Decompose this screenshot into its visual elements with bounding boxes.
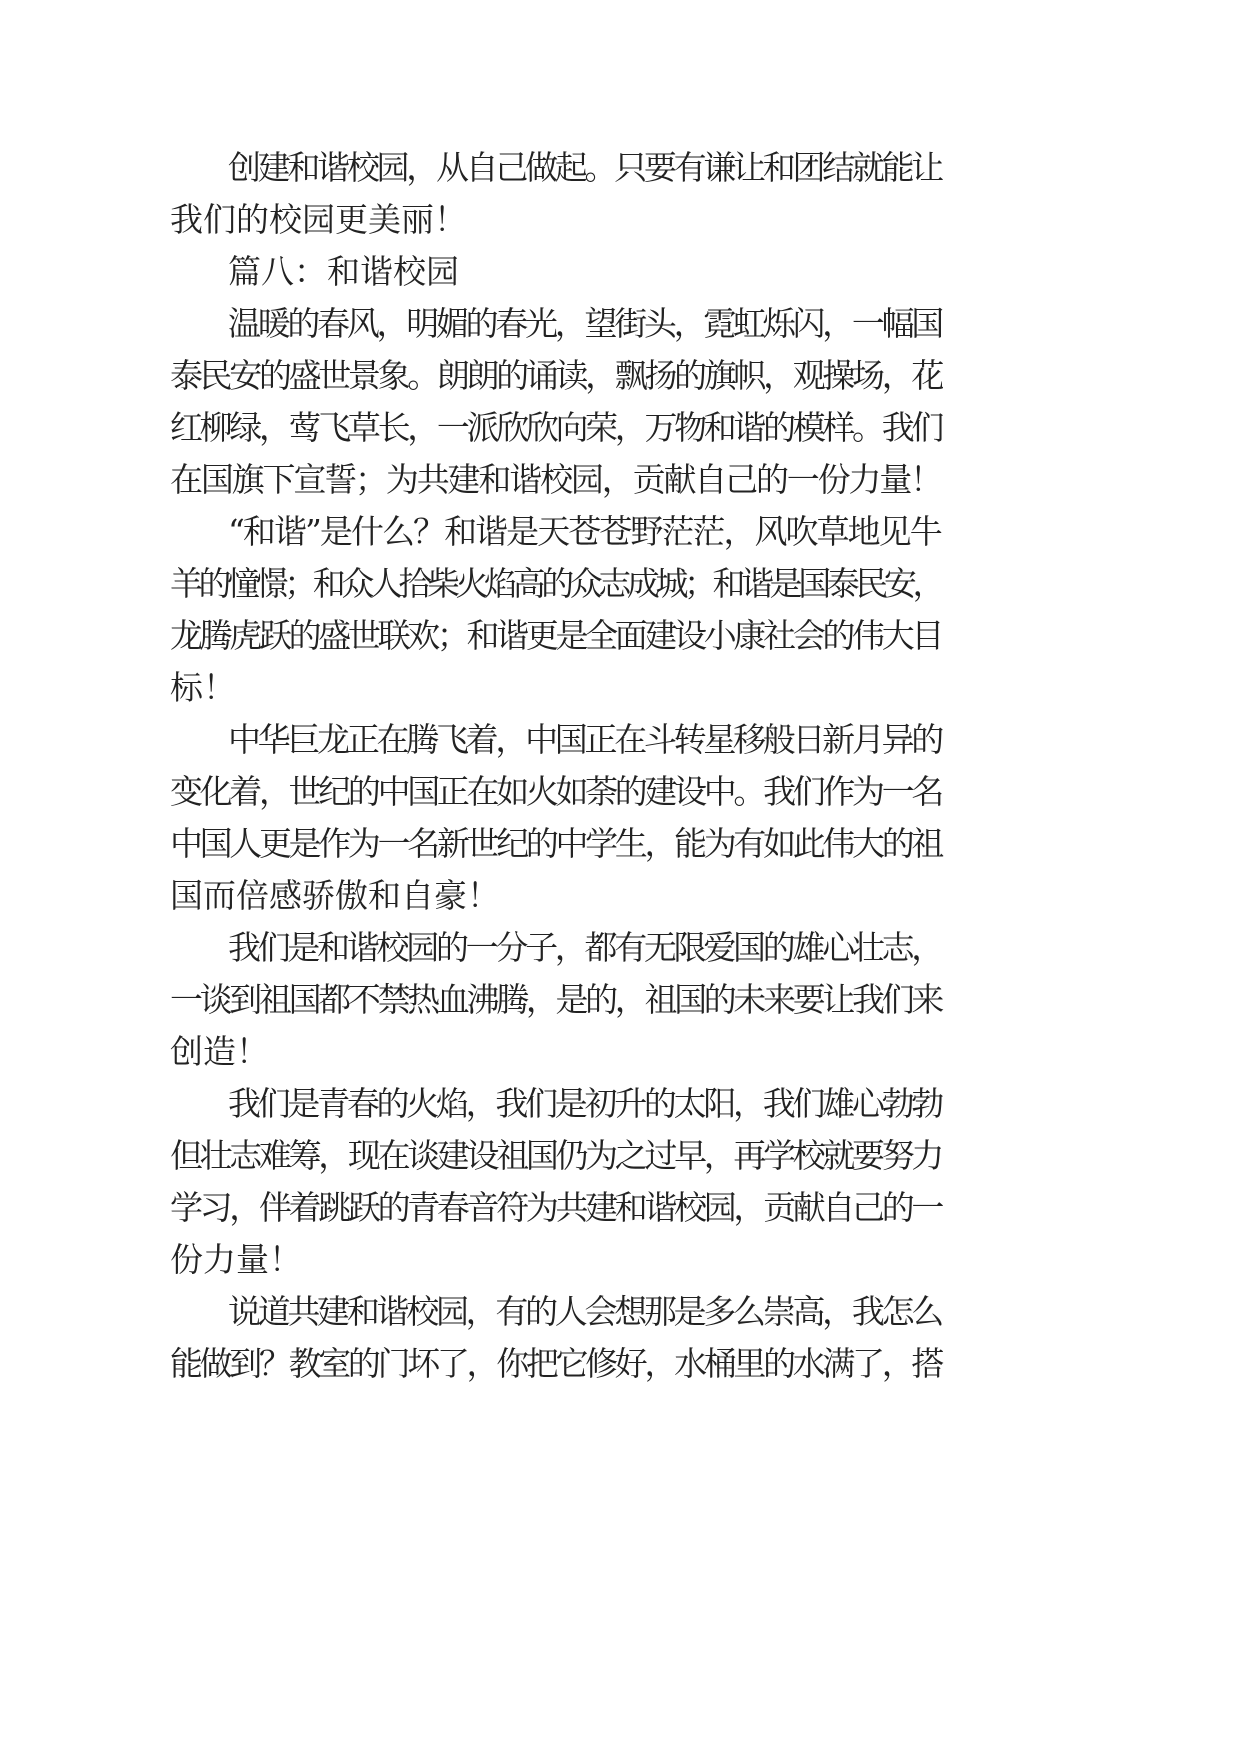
text-line: 中华巨龙正在腾飞着，中国正在斗转星移般日新月异的 [228,720,942,759]
text-line: 中国人更是作为一名新世纪的中学生，能为有如此伟大的祖 [170,824,942,863]
text-line: 红柳绿，莺飞草长，一派欣欣向荣，万物和谐的模样。我们 [170,408,942,447]
text-line: 标！ [170,668,236,707]
text-line: 一谈到祖国都不禁热血沸腾，是的，祖国的未来要让我们来 [170,980,942,1019]
text-line: 创造！ [170,1032,269,1071]
text-line: 在国旗下宣誓；为共建和谐校园，贡献自己的一份力量！ [170,460,942,499]
text-line: 变化着，世纪的中国正在如火如荼的建设中。我们作为一名 [170,772,942,811]
section-heading: 篇八：和谐校园 [228,252,459,291]
text-line: 温暖的春风，明媚的春光，望街头，霓虹烁闪，一幅国 [228,304,942,343]
text-line: 我们的校园更美丽！ [170,200,467,239]
text-line: “和谐”是什么？和谐是天苍苍野茫茫，风吹草地见牛 [228,512,941,551]
text-line: 国而倍感骄傲和自豪！ [170,876,500,915]
text-line: 但壮志难筹，现在谈建设祖国仍为之过早，再学校就要努力 [170,1136,942,1175]
text-line: 学习，伴着跳跃的青春音符为共建和谐校园，贡献自己的一 [170,1188,942,1227]
text-line: 说道共建和谐校园，有的人会想那是多么崇高，我怎么 [228,1292,942,1331]
text-line: 龙腾虎跃的盛世联欢；和谐更是全面建设小康社会的伟大目 [170,616,942,655]
text-line: 创建和谐校园，从自己做起。只要有谦让和团结就能让 [228,148,942,187]
text-line: 我们是青春的火焰，我们是初升的太阳，我们雄心勃勃 [228,1084,942,1123]
text-line: 泰民安的盛世景象。朗朗的诵读，飘扬的旗帜，观操场，花 [170,356,942,395]
text-line: 份力量！ [170,1240,302,1279]
text-line: 羊的憧憬；和众人拾柴火焰高的众志成城；和谐是国泰民安， [170,564,942,603]
text-line: 能做到？教室的门坏了，你把它修好，水桶里的水满了，搭 [170,1344,942,1383]
text-line: 我们是和谐校园的一分子，都有无限爱国的雄心壮志， [228,928,942,967]
